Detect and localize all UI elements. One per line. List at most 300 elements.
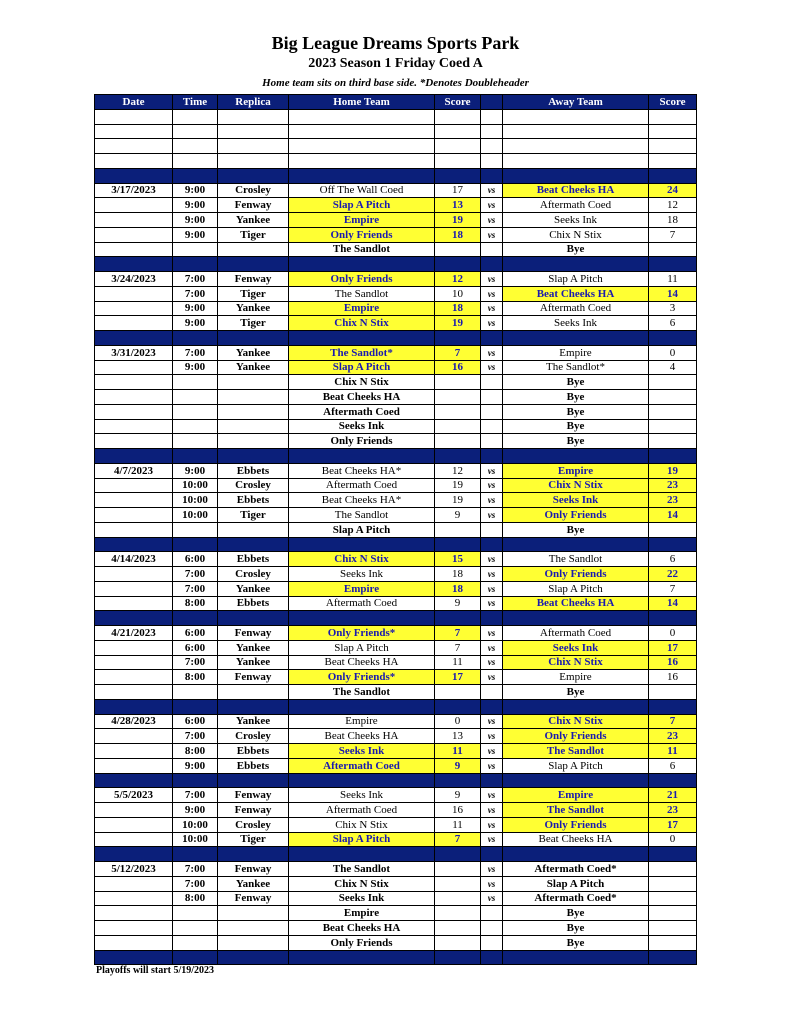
away-team-cell: Beat Cheeks HA — [503, 286, 649, 301]
home-team-cell: Beat Cheeks HA* — [289, 493, 435, 508]
home-team-cell: Chix N Stix — [289, 876, 435, 891]
vs-cell: vs — [481, 832, 503, 847]
blank-cell — [503, 109, 649, 124]
away-score-cell: 12 — [649, 198, 697, 213]
away-team-cell: Bye — [503, 242, 649, 257]
vs-cell: vs — [481, 493, 503, 508]
table-row — [95, 935, 697, 950]
away-score-cell — [649, 242, 697, 257]
time-cell: 7:00 — [173, 862, 218, 877]
away-score-cell: 23 — [649, 803, 697, 818]
separator-cell — [649, 331, 697, 346]
away-team-cell: Only Friends — [503, 729, 649, 744]
home-score-cell — [435, 242, 481, 257]
table-row — [95, 375, 697, 390]
home-team-cell: Beat Cheeks HA — [289, 655, 435, 670]
separator-cell — [173, 950, 218, 965]
date-cell — [95, 404, 173, 419]
vs-cell — [481, 375, 503, 390]
replica-cell: Tiger — [218, 508, 289, 523]
replica-cell: Yankee — [218, 655, 289, 670]
separator-cell — [435, 257, 481, 272]
home-score-cell: 7 — [435, 640, 481, 655]
vs-cell: vs — [481, 788, 503, 803]
vs-cell — [481, 921, 503, 936]
separator-cell — [503, 257, 649, 272]
home-team-cell: Empire — [289, 213, 435, 228]
time-cell: 9:00 — [173, 803, 218, 818]
schedule-body — [95, 109, 697, 965]
away-team-cell: Seeks Ink — [503, 316, 649, 331]
home-team-cell: Slap A Pitch — [289, 360, 435, 375]
vs-cell: vs — [481, 316, 503, 331]
blank-cell — [289, 154, 435, 169]
separator-cell — [289, 257, 435, 272]
away-team-cell: Aftermath Coed — [503, 198, 649, 213]
replica-cell: Crosley — [218, 478, 289, 493]
time-cell: 8:00 — [173, 596, 218, 611]
separator-cell — [481, 537, 503, 552]
vs-cell: vs — [481, 803, 503, 818]
week-separator-row — [95, 699, 697, 714]
table-row — [95, 803, 697, 818]
date-cell — [95, 817, 173, 832]
away-score-cell: 7 — [649, 227, 697, 242]
separator-cell — [289, 847, 435, 862]
blank-cell — [218, 124, 289, 139]
playoffs-note: Playoffs will start 5/19/2023 — [96, 965, 215, 976]
replica-cell: Crosley — [218, 817, 289, 832]
separator-cell — [435, 773, 481, 788]
separator-cell — [173, 847, 218, 862]
separator-cell — [289, 537, 435, 552]
date-cell — [95, 685, 173, 700]
vs-cell: vs — [481, 729, 503, 744]
separator-cell — [481, 847, 503, 862]
separator-cell — [649, 847, 697, 862]
time-cell: 7:00 — [173, 345, 218, 360]
table-row — [95, 862, 697, 877]
away-score-cell: 16 — [649, 670, 697, 685]
time-cell — [173, 522, 218, 537]
replica-cell — [218, 522, 289, 537]
separator-cell — [289, 699, 435, 714]
week-separator-row — [95, 168, 697, 183]
away-score-cell: 19 — [649, 463, 697, 478]
away-score-cell — [649, 876, 697, 891]
separator-cell — [481, 449, 503, 464]
table-row — [95, 891, 697, 906]
separator-cell — [503, 773, 649, 788]
time-cell: 10:00 — [173, 478, 218, 493]
blank-cell — [173, 139, 218, 154]
table-row — [95, 832, 697, 847]
home-score-cell: 18 — [435, 567, 481, 582]
replica-cell: Ebbets — [218, 744, 289, 759]
date-cell — [95, 655, 173, 670]
vs-cell: vs — [481, 596, 503, 611]
home-score-cell: 13 — [435, 729, 481, 744]
home-team-cell: The Sandlot — [289, 286, 435, 301]
separator-cell — [95, 950, 173, 965]
replica-cell: Fenway — [218, 788, 289, 803]
time-cell: 9:00 — [173, 183, 218, 198]
date-cell — [95, 493, 173, 508]
date-cell — [95, 935, 173, 950]
replica-cell: Fenway — [218, 670, 289, 685]
time-cell: 9:00 — [173, 227, 218, 242]
page-title: Big League Dreams Sports Park — [271, 33, 520, 53]
separator-cell — [503, 611, 649, 626]
vs-cell — [481, 906, 503, 921]
table-row — [95, 316, 697, 331]
away-score-cell: 23 — [649, 478, 697, 493]
date-cell — [95, 522, 173, 537]
column-header-away-team: Away Team — [503, 95, 649, 110]
vs-cell: vs — [481, 817, 503, 832]
away-score-cell — [649, 404, 697, 419]
away-score-cell: 24 — [649, 183, 697, 198]
table-row — [95, 744, 697, 759]
blank-cell — [649, 109, 697, 124]
time-cell: 7:00 — [173, 567, 218, 582]
replica-cell — [218, 390, 289, 405]
time-cell: 8:00 — [173, 670, 218, 685]
table-row — [95, 522, 697, 537]
home-team-cell: Empire — [289, 906, 435, 921]
time-cell: 9:00 — [173, 360, 218, 375]
away-team-cell: Beat Cheeks HA — [503, 832, 649, 847]
time-cell — [173, 935, 218, 950]
away-score-cell: 11 — [649, 744, 697, 759]
separator-cell — [435, 449, 481, 464]
replica-cell: Fenway — [218, 626, 289, 641]
away-score-cell: 6 — [649, 552, 697, 567]
away-team-cell: Slap A Pitch — [503, 758, 649, 773]
vs-cell: vs — [481, 640, 503, 655]
date-cell — [95, 316, 173, 331]
home-team-cell: Empire — [289, 301, 435, 316]
table-row — [95, 817, 697, 832]
replica-cell — [218, 242, 289, 257]
time-cell: 8:00 — [173, 744, 218, 759]
home-team-cell: Aftermath Coed — [289, 478, 435, 493]
date-cell — [95, 227, 173, 242]
away-score-cell: 7 — [649, 581, 697, 596]
away-team-cell: Only Friends — [503, 817, 649, 832]
away-team-cell: Slap A Pitch — [503, 272, 649, 287]
away-team-cell: Bye — [503, 906, 649, 921]
time-cell: 7:00 — [173, 655, 218, 670]
home-team-cell: Aftermath Coed — [289, 803, 435, 818]
date-cell — [95, 567, 173, 582]
table-row — [95, 758, 697, 773]
away-team-cell: Empire — [503, 463, 649, 478]
away-score-cell: 11 — [649, 272, 697, 287]
vs-cell: vs — [481, 286, 503, 301]
vs-cell: vs — [481, 581, 503, 596]
table-row — [95, 286, 697, 301]
blank-cell — [289, 109, 435, 124]
date-cell: 4/21/2023 — [95, 626, 173, 641]
away-score-cell — [649, 434, 697, 449]
separator-cell — [289, 449, 435, 464]
away-team-cell: Chix N Stix — [503, 655, 649, 670]
home-score-cell: 9 — [435, 596, 481, 611]
home-score-cell: 19 — [435, 316, 481, 331]
blank-cell — [95, 124, 173, 139]
separator-cell — [218, 331, 289, 346]
vs-cell — [481, 390, 503, 405]
replica-cell: Ebbets — [218, 552, 289, 567]
away-score-cell: 0 — [649, 832, 697, 847]
column-header-home-team: Home Team — [289, 95, 435, 110]
date-cell — [95, 906, 173, 921]
week-separator-row — [95, 331, 697, 346]
away-score-cell: 0 — [649, 345, 697, 360]
away-team-cell: Seeks Ink — [503, 213, 649, 228]
blank-cell — [95, 139, 173, 154]
time-cell: 9:00 — [173, 463, 218, 478]
away-score-cell — [649, 375, 697, 390]
separator-cell — [503, 699, 649, 714]
separator-cell — [218, 950, 289, 965]
blank-cell — [218, 109, 289, 124]
table-row — [95, 729, 697, 744]
table-row — [95, 360, 697, 375]
away-score-cell: 14 — [649, 508, 697, 523]
table-header-row — [95, 95, 697, 110]
time-cell — [173, 434, 218, 449]
blank-cell — [481, 139, 503, 154]
vs-cell — [481, 242, 503, 257]
home-score-cell — [435, 891, 481, 906]
table-row — [95, 272, 697, 287]
time-cell: 7:00 — [173, 788, 218, 803]
replica-cell — [218, 906, 289, 921]
table-row — [95, 921, 697, 936]
time-cell: 6:00 — [173, 640, 218, 655]
week-separator-row — [95, 773, 697, 788]
home-team-cell: Empire — [289, 581, 435, 596]
week-separator-row — [95, 449, 697, 464]
away-score-cell: 23 — [649, 729, 697, 744]
table-row — [95, 419, 697, 434]
replica-cell — [218, 375, 289, 390]
blank-cell — [289, 139, 435, 154]
date-cell — [95, 758, 173, 773]
home-score-cell — [435, 419, 481, 434]
home-score-cell: 12 — [435, 272, 481, 287]
vs-cell: vs — [481, 891, 503, 906]
date-cell: 4/28/2023 — [95, 714, 173, 729]
time-cell: 9:00 — [173, 301, 218, 316]
home-team-cell: Only Friends — [289, 227, 435, 242]
home-score-cell: 10 — [435, 286, 481, 301]
home-team-cell: Chix N Stix — [289, 316, 435, 331]
home-team-cell: Beat Cheeks HA* — [289, 463, 435, 478]
vs-cell — [481, 935, 503, 950]
separator-cell — [435, 950, 481, 965]
home-score-cell — [435, 862, 481, 877]
home-team-cell: Slap A Pitch — [289, 198, 435, 213]
away-score-cell: 18 — [649, 213, 697, 228]
home-team-cell: The Sandlot — [289, 508, 435, 523]
separator-cell — [435, 168, 481, 183]
vs-cell: vs — [481, 744, 503, 759]
date-cell — [95, 375, 173, 390]
vs-cell: vs — [481, 508, 503, 523]
home-team-cell: Chix N Stix — [289, 375, 435, 390]
away-team-cell: Aftermath Coed — [503, 301, 649, 316]
home-score-cell — [435, 434, 481, 449]
replica-cell: Yankee — [218, 301, 289, 316]
separator-cell — [218, 537, 289, 552]
date-cell — [95, 286, 173, 301]
time-cell — [173, 375, 218, 390]
replica-cell: Fenway — [218, 862, 289, 877]
replica-cell: Ebbets — [218, 493, 289, 508]
home-score-cell — [435, 876, 481, 891]
date-cell — [95, 596, 173, 611]
time-cell — [173, 419, 218, 434]
away-team-cell: Aftermath Coed* — [503, 891, 649, 906]
separator-cell — [481, 168, 503, 183]
home-team-cell: Seeks Ink — [289, 567, 435, 582]
blank-cell — [435, 154, 481, 169]
away-score-cell — [649, 935, 697, 950]
time-cell: 8:00 — [173, 891, 218, 906]
separator-cell — [649, 449, 697, 464]
time-cell — [173, 390, 218, 405]
replica-cell: Fenway — [218, 891, 289, 906]
separator-cell — [435, 611, 481, 626]
time-cell — [173, 921, 218, 936]
table-row — [95, 183, 697, 198]
away-score-cell — [649, 862, 697, 877]
away-team-cell: Bye — [503, 522, 649, 537]
away-team-cell: Chix N Stix — [503, 714, 649, 729]
away-team-cell: Empire — [503, 345, 649, 360]
away-team-cell: Slap A Pitch — [503, 876, 649, 891]
away-score-cell: 17 — [649, 817, 697, 832]
separator-cell — [173, 537, 218, 552]
date-cell — [95, 419, 173, 434]
away-team-cell: Empire — [503, 670, 649, 685]
date-cell — [95, 876, 173, 891]
separator-cell — [481, 773, 503, 788]
away-score-cell — [649, 891, 697, 906]
column-header-replica: Replica — [218, 95, 289, 110]
separator-cell — [481, 331, 503, 346]
table-row — [95, 242, 697, 257]
table-row — [95, 788, 697, 803]
table-row — [95, 198, 697, 213]
home-score-cell: 9 — [435, 788, 481, 803]
table-row — [95, 685, 697, 700]
vs-cell: vs — [481, 670, 503, 685]
home-score-cell: 13 — [435, 198, 481, 213]
time-cell: 9:00 — [173, 213, 218, 228]
away-team-cell: Bye — [503, 935, 649, 950]
away-team-cell: Aftermath Coed — [503, 626, 649, 641]
vs-cell: vs — [481, 862, 503, 877]
away-score-cell — [649, 419, 697, 434]
separator-cell — [173, 257, 218, 272]
time-cell: 9:00 — [173, 198, 218, 213]
home-score-cell: 18 — [435, 581, 481, 596]
week-separator-row — [95, 950, 697, 965]
home-team-cell: The Sandlot — [289, 862, 435, 877]
time-cell — [173, 242, 218, 257]
home-score-cell: 9 — [435, 508, 481, 523]
home-score-cell: 16 — [435, 803, 481, 818]
blank-cell — [503, 154, 649, 169]
blank-cell — [503, 124, 649, 139]
home-team-cell: Aftermath Coed — [289, 758, 435, 773]
separator-cell — [95, 168, 173, 183]
home-team-cell: Beat Cheeks HA — [289, 390, 435, 405]
away-team-cell: Bye — [503, 434, 649, 449]
away-score-cell: 16 — [649, 655, 697, 670]
vs-cell: vs — [481, 552, 503, 567]
home-team-cell: Slap A Pitch — [289, 640, 435, 655]
date-cell — [95, 508, 173, 523]
table-row — [95, 493, 697, 508]
home-score-cell: 11 — [435, 655, 481, 670]
home-score-cell — [435, 390, 481, 405]
away-team-cell: Seeks Ink — [503, 640, 649, 655]
away-team-cell: Slap A Pitch — [503, 581, 649, 596]
table-row — [95, 581, 697, 596]
home-score-cell — [435, 906, 481, 921]
replica-cell: Yankee — [218, 640, 289, 655]
blank-cell — [435, 124, 481, 139]
home-team-cell: Slap A Pitch — [289, 832, 435, 847]
replica-cell — [218, 935, 289, 950]
vs-cell: vs — [481, 626, 503, 641]
blank-cell — [481, 109, 503, 124]
separator-cell — [289, 773, 435, 788]
replica-cell: Yankee — [218, 714, 289, 729]
away-score-cell — [649, 390, 697, 405]
time-cell: 6:00 — [173, 626, 218, 641]
home-team-cell: Seeks Ink — [289, 891, 435, 906]
replica-cell: Ebbets — [218, 596, 289, 611]
away-team-cell: Beat Cheeks HA — [503, 596, 649, 611]
home-score-cell: 17 — [435, 670, 481, 685]
away-score-cell — [649, 921, 697, 936]
home-score-cell: 19 — [435, 213, 481, 228]
vs-cell: vs — [481, 360, 503, 375]
away-score-cell: 6 — [649, 758, 697, 773]
date-cell — [95, 744, 173, 759]
blank-cell — [218, 154, 289, 169]
home-score-cell: 19 — [435, 493, 481, 508]
replica-cell: Yankee — [218, 360, 289, 375]
home-score-cell: 7 — [435, 832, 481, 847]
away-team-cell: Chix N Stix — [503, 227, 649, 242]
replica-cell: Tiger — [218, 286, 289, 301]
home-score-cell: 17 — [435, 183, 481, 198]
table-row — [95, 626, 697, 641]
home-score-cell: 15 — [435, 552, 481, 567]
vs-cell — [481, 522, 503, 537]
separator-cell — [218, 773, 289, 788]
column-header-away-score: Score — [649, 95, 697, 110]
time-cell: 7:00 — [173, 286, 218, 301]
home-team-cell: Off The Wall Coed — [289, 183, 435, 198]
